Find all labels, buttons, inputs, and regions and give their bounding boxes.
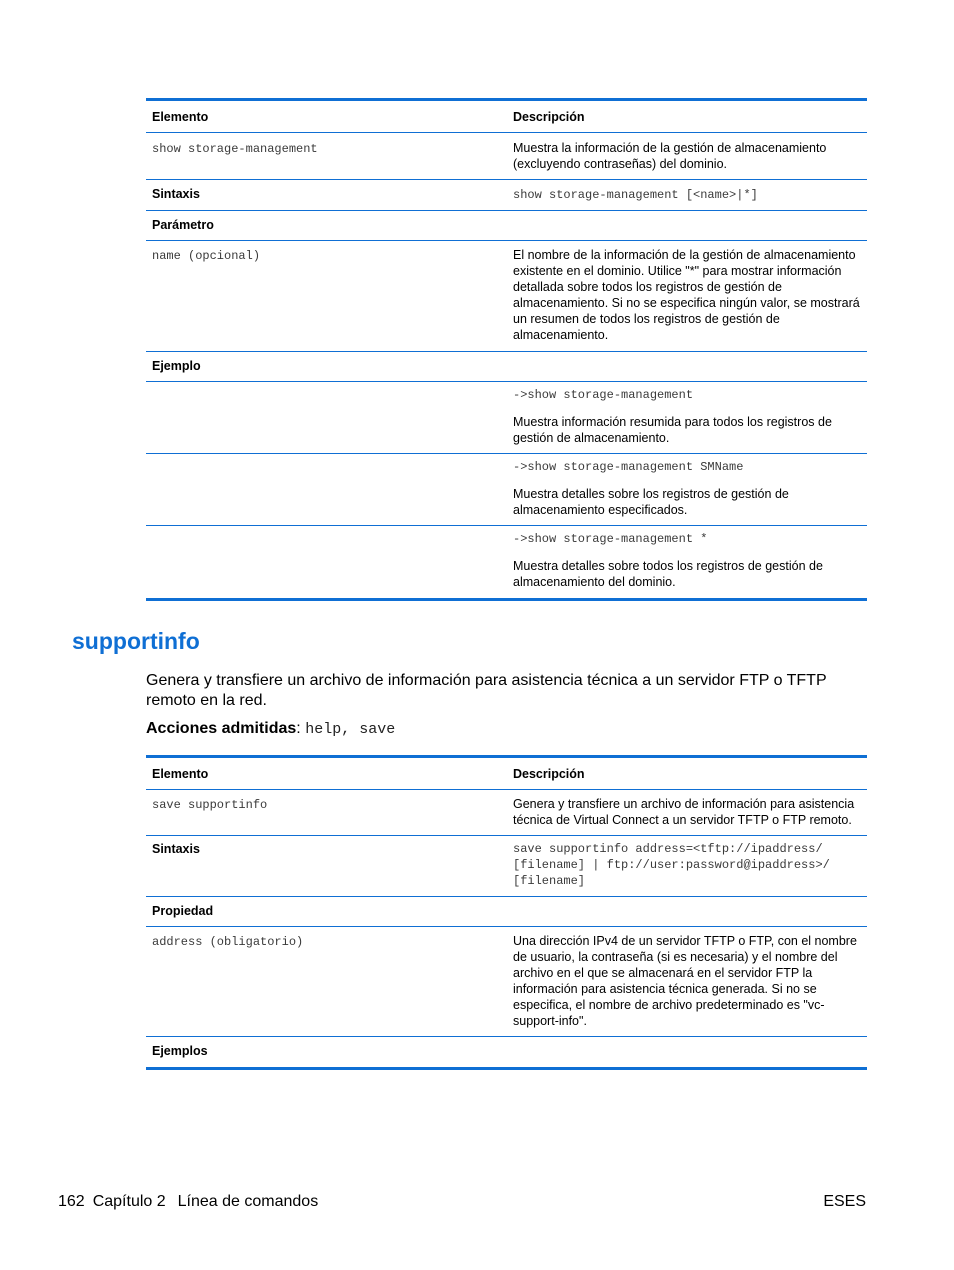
section-intro: Genera y transfiere un archivo de información para asistencia técnica a un servidor FTP o TFTP remoto en la red. bbox=[146, 672, 827, 709]
column-header-description: Descripción bbox=[507, 100, 867, 133]
chapter-title: Línea de comandos bbox=[177, 1193, 319, 1210]
actions-value: help, save bbox=[305, 721, 396, 738]
section-title: supportinfo bbox=[72, 628, 200, 654]
syntax-value-line: [filename] | ftp://user:password@ipaddress>/ bbox=[513, 858, 830, 872]
table-row bbox=[146, 836, 867, 897]
table-row bbox=[146, 897, 867, 927]
table-row bbox=[146, 352, 867, 382]
syntax-value-line: save supportinfo address=<tftp://ipaddress/ bbox=[513, 842, 823, 856]
table-row bbox=[146, 241, 867, 352]
column-header-element: Elemento bbox=[146, 100, 507, 133]
locale-code: ESES bbox=[823, 1193, 866, 1210]
table-row bbox=[146, 454, 867, 526]
table-row bbox=[146, 133, 867, 180]
table-row bbox=[146, 526, 867, 600]
parameter-name: name (opcional) bbox=[152, 249, 261, 263]
column-header-description: Descripción bbox=[507, 757, 867, 790]
page-number: 162 bbox=[58, 1193, 85, 1210]
examples-label: Ejemplos bbox=[152, 1044, 208, 1058]
example-command: ->show storage-management SMName bbox=[513, 460, 744, 474]
syntax-value-line: [filename] bbox=[513, 874, 586, 888]
table-row bbox=[146, 382, 867, 454]
example-command: ->show storage-management * bbox=[513, 532, 708, 546]
command-name: save supportinfo bbox=[152, 798, 268, 812]
storage-management-table bbox=[146, 98, 867, 601]
actions-separator: : bbox=[296, 720, 301, 737]
table-row bbox=[146, 1037, 867, 1069]
table-row bbox=[146, 927, 867, 1037]
parameter-label: Parámetro bbox=[152, 218, 214, 232]
page-footer bbox=[58, 1193, 318, 1211]
parameter-description: El nombre de la información de la gestión de almacenamiento existente en el dominio. Utilice "*" para mostrar información detallada sobre todos los registros de gestión de almacenamiento. Si no se especifica ningún valor, se mostrará un resumen de todos los registros de gestión de almacenamiento. bbox=[513, 248, 860, 342]
example-description: Muestra detalles sobre los registros de gestión de almacenamiento especificados. bbox=[513, 487, 789, 517]
command-name: show storage-management bbox=[152, 142, 318, 156]
command-description: Genera y transfiere un archivo de información para asistencia técnica de Virtual Connect a un servidor TFTP o FTP remoto. bbox=[513, 797, 855, 827]
supported-actions bbox=[146, 720, 395, 738]
chapter-label: Capítulo 2 bbox=[92, 1193, 166, 1210]
example-description: Muestra información resumida para todos los registros de gestión de almacenamiento. bbox=[513, 415, 832, 445]
table-row bbox=[146, 180, 867, 211]
syntax-value: show storage-management [<name>|*] bbox=[513, 188, 758, 202]
example-command: ->show storage-management bbox=[513, 388, 694, 402]
example-label: Ejemplo bbox=[152, 359, 201, 373]
property-description: Una dirección IPv4 de un servidor TFTP o FTP, con el nombre de usuario, la contraseña (si es necesaria) y el nombre del archivo en el que se almacenará en el servidor FTP la información para asistencia técnica generada. Si no se especifica, el nombre de archivo predeterminado es "vc-support-info". bbox=[513, 934, 857, 1028]
supportinfo-table bbox=[146, 755, 867, 1070]
property-name: address (obligatorio) bbox=[152, 935, 304, 949]
column-header-element: Elemento bbox=[146, 757, 507, 790]
example-description: Muestra detalles sobre todos los registros de gestión de almacenamiento del dominio. bbox=[513, 559, 823, 589]
syntax-label: Sintaxis bbox=[152, 842, 200, 856]
syntax-label: Sintaxis bbox=[152, 187, 200, 201]
table-row bbox=[146, 790, 867, 836]
table-row bbox=[146, 211, 867, 241]
command-description: Muestra la información de la gestión de almacenamiento (excluyendo contraseñas) del dominio. bbox=[513, 141, 827, 171]
actions-label: Acciones admitidas bbox=[146, 720, 297, 737]
property-label: Propiedad bbox=[152, 904, 214, 918]
